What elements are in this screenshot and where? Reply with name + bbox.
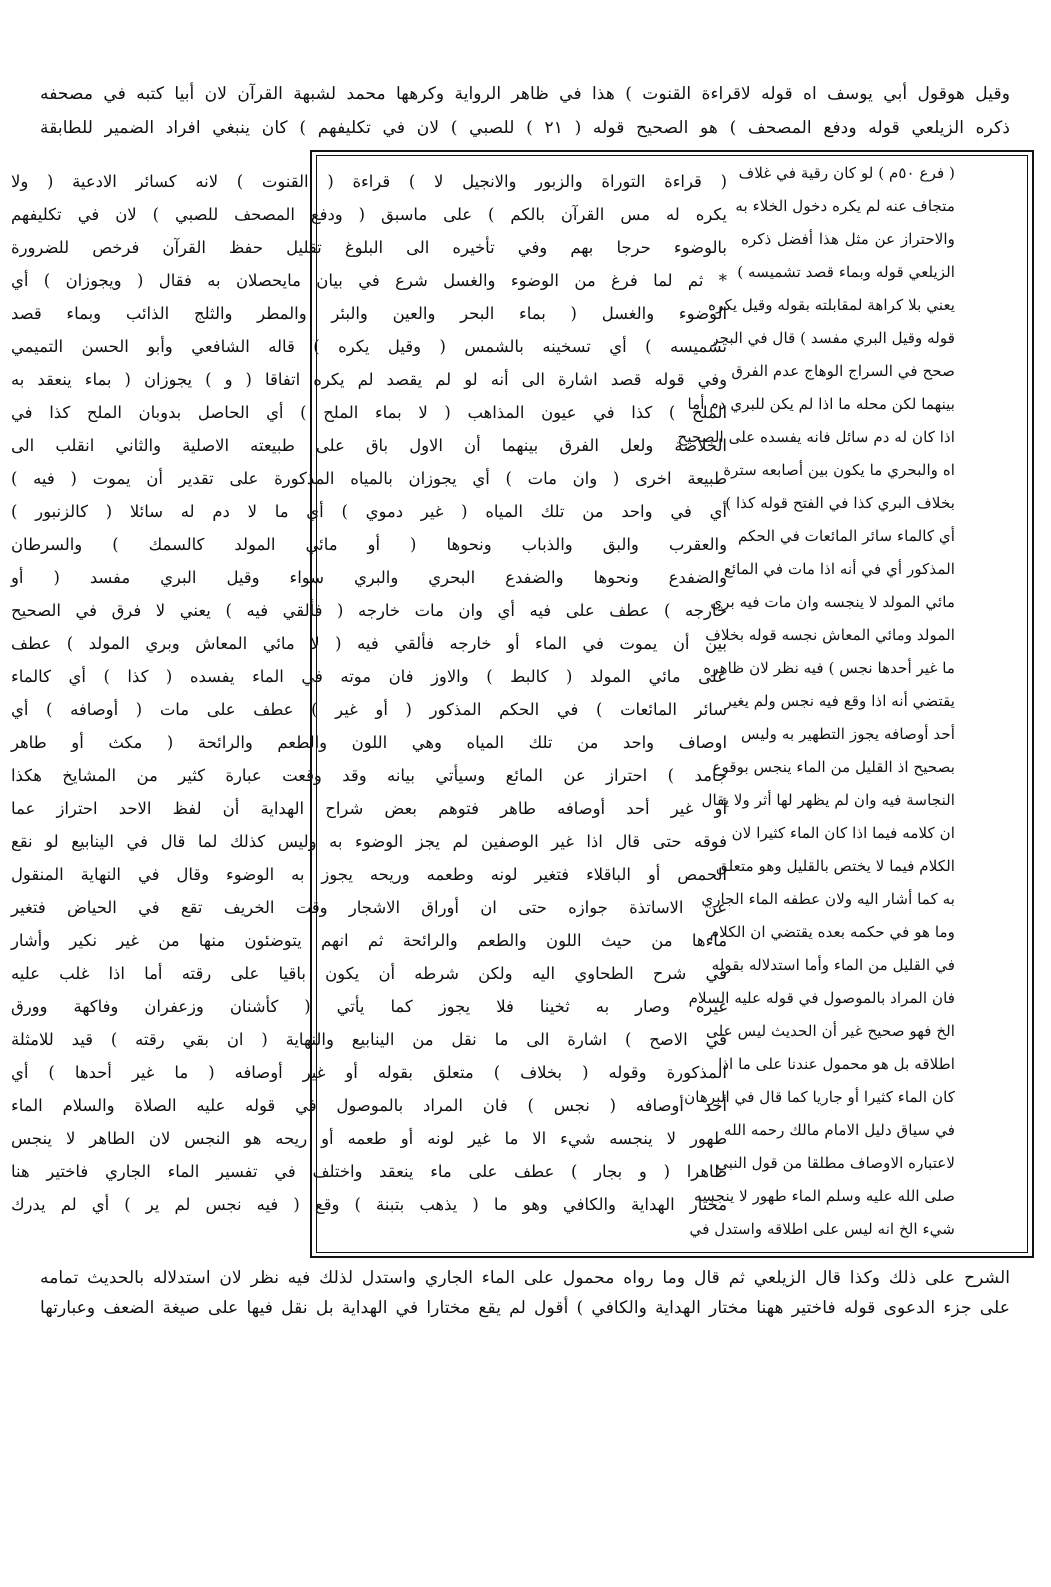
side-line: مائي المولد لا ينجسه وان مات فيه بري: [710, 593, 955, 611]
side-line: فان المراد بالموصول في قوله عليه السلام: [688, 989, 955, 1007]
main-line: جامد ) احتراز عن المائع وسيأتي بيانه وقد وقعت عبارة كثير من المشايخ هكذا: [11, 766, 727, 785]
main-line: سائر المائعات ) في الحكم المذكور ( أو غير ) عطف على مات ( أوصافه ) أي: [11, 700, 727, 719]
main-line: بالوضوء حرجا بهم وفي تأخيره الى البلوغ تقليل حفظ القرآن فرخص للضرورة: [11, 238, 727, 257]
side-line: بينهما لكن محله ما اذا لم يكن للبري دم أما: [687, 395, 955, 413]
main-line: فوقه حتى قال اذا غير الوصفين لم يجز الوضوء به وليس كذلك لما قال في الينابيع لو نقع: [11, 832, 727, 851]
main-line: طهور لا ينجسه شيء الا ما غير لونه أو طعمه أو ريحه هو النجس لان الطاهر لا ينجس: [11, 1129, 727, 1148]
main-line: * ثم لما فرغ من الوضوء والغسل شرع في بيان مايحصلان به فقال ( ويجوزان ) أي: [11, 271, 727, 290]
main-line: خارجه ) عطف على فيه أي وان مات خارجه ( فألقي فيه ) يعني لا فرق في الصحيح: [11, 601, 727, 620]
side-line: وما هو في حكمه بعده يقتضي ان الكلام: [709, 923, 955, 941]
side-line: متجاف عنه لم يكره دخول الخلاء به: [735, 197, 955, 215]
side-line: أحد أوصافه يجوز التطهير به وليس: [741, 725, 955, 743]
side-line: أي كالماء سائر المائعات في الحكم: [737, 527, 955, 545]
side-line: اه والبحري ما يكون بين أصابعه سترة: [723, 461, 955, 479]
header-line: ذكره الزيلعي قوله ودفع المصحف ) هو الصحيح قوله ( ٢١ ) للصبي ) لان في تكليفهم ) كان ينبغي افراد الضمير للطابقة: [40, 118, 1010, 138]
side-line: قوله وقيل البري مفسد ) قال في البحر: [711, 329, 955, 347]
main-line: بين أن يموت في الماء أو خارجه فألقي فيه ( لا مائي المعاش وبري المولد ) عطف: [11, 634, 727, 653]
side-line: به كما أشار اليه ولان عطفه الماء الجاري: [701, 890, 955, 908]
main-line: والعقرب والبق والذباب ونحوها ( أو مائي المولد كالسمك ) والسرطان: [11, 535, 727, 554]
main-line: مختار الهداية والكافي وهو ما ( يذهب بتبنة ) وقع ( فيه نجس لم ير ) أي لم يدرك: [11, 1195, 727, 1214]
main-line: الملح ) كذا في عيون المذاهب ( لا بماء الملح ) أي الحاصل بدوبان الملح كذا في: [11, 403, 727, 422]
side-line: في سياق دليل الامام مالك رحمه الله: [724, 1121, 955, 1139]
main-line: ( قراءة التوراة والزبور والانجيل لا ) قراءة ( القنوت ) لانه كسائر الادعية ( ولا: [11, 172, 727, 191]
main-line: عن الاساتذة جوازه حتى ان أوراق الاشجار وقت الخريف تقع في الحياض فتغير: [11, 898, 727, 917]
side-line: يعني بلا كراهة لمقابلته بقوله وقيل يكره: [708, 296, 955, 314]
footer-line: على جزء الدعوى قوله فاختير ههنا مختار الهداية والكافي ) أقول لم يقع مختارا في الهداية بل نقل فيها على صيغة الضعف وعبارتها: [40, 1298, 1010, 1318]
side-line: ان كلامه فيما اذا كان الماء كثيرا لان: [731, 824, 955, 842]
main-line: في الاصح ) اشارة الى ما نقل من الينابيع والنهاية ( ان بقي رقته ) قيد للامثلة: [11, 1030, 727, 1049]
main-line: والضفدع ونحوها والضفدع البحري والبري سواء وقيل البري مفسد ( أو: [11, 568, 727, 587]
side-line: ما غير أحدها نجس ) فيه نظر لان ظاهره: [703, 659, 955, 677]
main-line: أحد أوصافه ( نجس ) فان المراد بالموصول في قوله عليه الصلاة والسلام الماء: [11, 1096, 727, 1115]
main-line: الوضوء والغسل ( بماء البحر والعين والبئر والمطر والثلج الذائب وبماء قصد: [11, 304, 727, 323]
main-line: ماءها من حيث اللون والطعم والرائحة ثم انهم يتوضئون منها من غير نكير وأشار: [11, 931, 727, 950]
side-line: شيء الخ انه ليس على اطلاقه واستدل في: [689, 1220, 955, 1238]
side-line: ( فرع ٥٠م ) لو كان رقية في غلاف: [738, 164, 955, 182]
main-line: على مائي المولد ( كالبط ) والاوز فان موته في الماء يفسده ( كذا ) أي كالماء: [11, 667, 727, 686]
side-line: الكلام فيما لا يختص بالقليل وهو متعلق: [715, 857, 955, 875]
side-line: بصحيح اذ القليل من الماء ينجس بوقوع: [712, 758, 955, 776]
main-line: يكره له مس القرآن بالكم ) على ماسبق ( ودفع المصحف للصبي ) لان في تكليفهم: [11, 205, 727, 224]
side-line: صلى الله عليه وسلم الماء طهور لا ينجسه: [693, 1187, 955, 1205]
side-line: المولد ومائي المعاش نجسه قوله بخلاف: [705, 626, 955, 644]
main-line: طاهرا ( و بجار ) عطف على ماء ينعقد واختلف في تفسير الماء الجاري فاختير هنا: [11, 1162, 727, 1181]
main-line: المذكورة وقوله ( بخلاف ) متعلق بقوله أو غير أوصافه ( ما غير أحدها ) أي: [11, 1063, 727, 1082]
side-line: اطلاقه بل هو محمول عندنا على ما اذا: [718, 1055, 955, 1073]
side-line: النجاسة فيه وان لم يظهر لها أثر ولا يقال: [701, 791, 955, 809]
main-line: اوصاف واحد من تلك المياه وهي اللون والطعم والرائحة ( مكث أو طاهر: [11, 733, 727, 752]
side-line: اذا كان له دم سائل فانه يفسده على الصحيح: [677, 428, 955, 446]
side-line: الزيلعي قوله وبماء قصد تشميسه ): [737, 263, 955, 281]
side-line: كان الماء كثيرا أو جاريا كما قال في البرهان: [684, 1088, 955, 1106]
footer-line: الشرح على ذلك وكذا قال الزيلعي ثم قال وما رواه محمول على الماء الجاري واستدل لذلك فيه نظر لان استدلاله بالحديث تمامه: [40, 1268, 1010, 1288]
header-line: وقيل هوقول أبي يوسف اه قوله لاقراءة القنوت ) هذا في ظاهر الرواية وكرهها محمد لشبهة القرآن لان أبيا كتبه في مصحفه: [40, 84, 1010, 104]
main-line: أي في واحد من تلك المياه ( غير دموي ) أي ما لا دم له سائلا ( كالزنبور ): [11, 502, 727, 521]
main-line: الخلاصة ولعل الفرق بينهما أن الاول باق على طبيعته الاصلية والثاني انقلب الى: [11, 436, 727, 455]
side-line: بخلاف البري كذا في الفتح قوله كذا ): [725, 494, 955, 512]
main-line: أو غير أحد أوصافه طاهر فتوهم بعض شراح الهداية أن لفظ الاحد احتراز عما: [11, 799, 727, 818]
side-line: لاعتباره الاوصاف مطلقا من قول النبي: [716, 1154, 955, 1172]
side-line: في القليل من الماء وأما استدلاله بقوله: [711, 956, 955, 974]
side-line: يقتضي أنه اذا وقع فيه نجس ولم يغير: [724, 692, 955, 710]
main-line: تشميسه ) أي تسخينه بالشمس ( وقيل يكره ) قاله الشافعي وأبو الحسن التميمي: [11, 337, 727, 356]
main-line: غيره وصار به ثخينا فلا يجوز كما يأتي ( كأشنان وزعفران وفاكهة وورق: [11, 997, 727, 1016]
main-line: وفي قوله قصد اشارة الى أنه لو لم يقصد لم يكره اتفاقا ( و ) يجوزان ( بماء ينعقد به: [11, 370, 727, 389]
side-line: والاحتراز عن مثل هذا أفضل ذكره: [741, 230, 955, 248]
side-line: المذكور أي في أنه اذا مات في المائع: [723, 560, 955, 578]
main-line: الحمص أو الباقلاء فتغير لونه وطعمه وريحه يجوز به الوضوء وقال في النهاية المنقول: [11, 865, 727, 884]
side-line: الخ فهو صحيح غير أن الحديث ليس على: [706, 1022, 955, 1040]
main-line: طبيعة اخرى ( وان مات ) أي يجوزان بالمياه المذكورة على تقدير أن يموت ( فيه ): [11, 469, 727, 488]
side-line: صحح في السراج الوهاج عدم الفرق: [731, 362, 955, 380]
main-line: في شرح الطحاوي اليه ولكن شرطه أن يكون باقيا على رقته أما اذا غلب عليه: [11, 964, 727, 983]
